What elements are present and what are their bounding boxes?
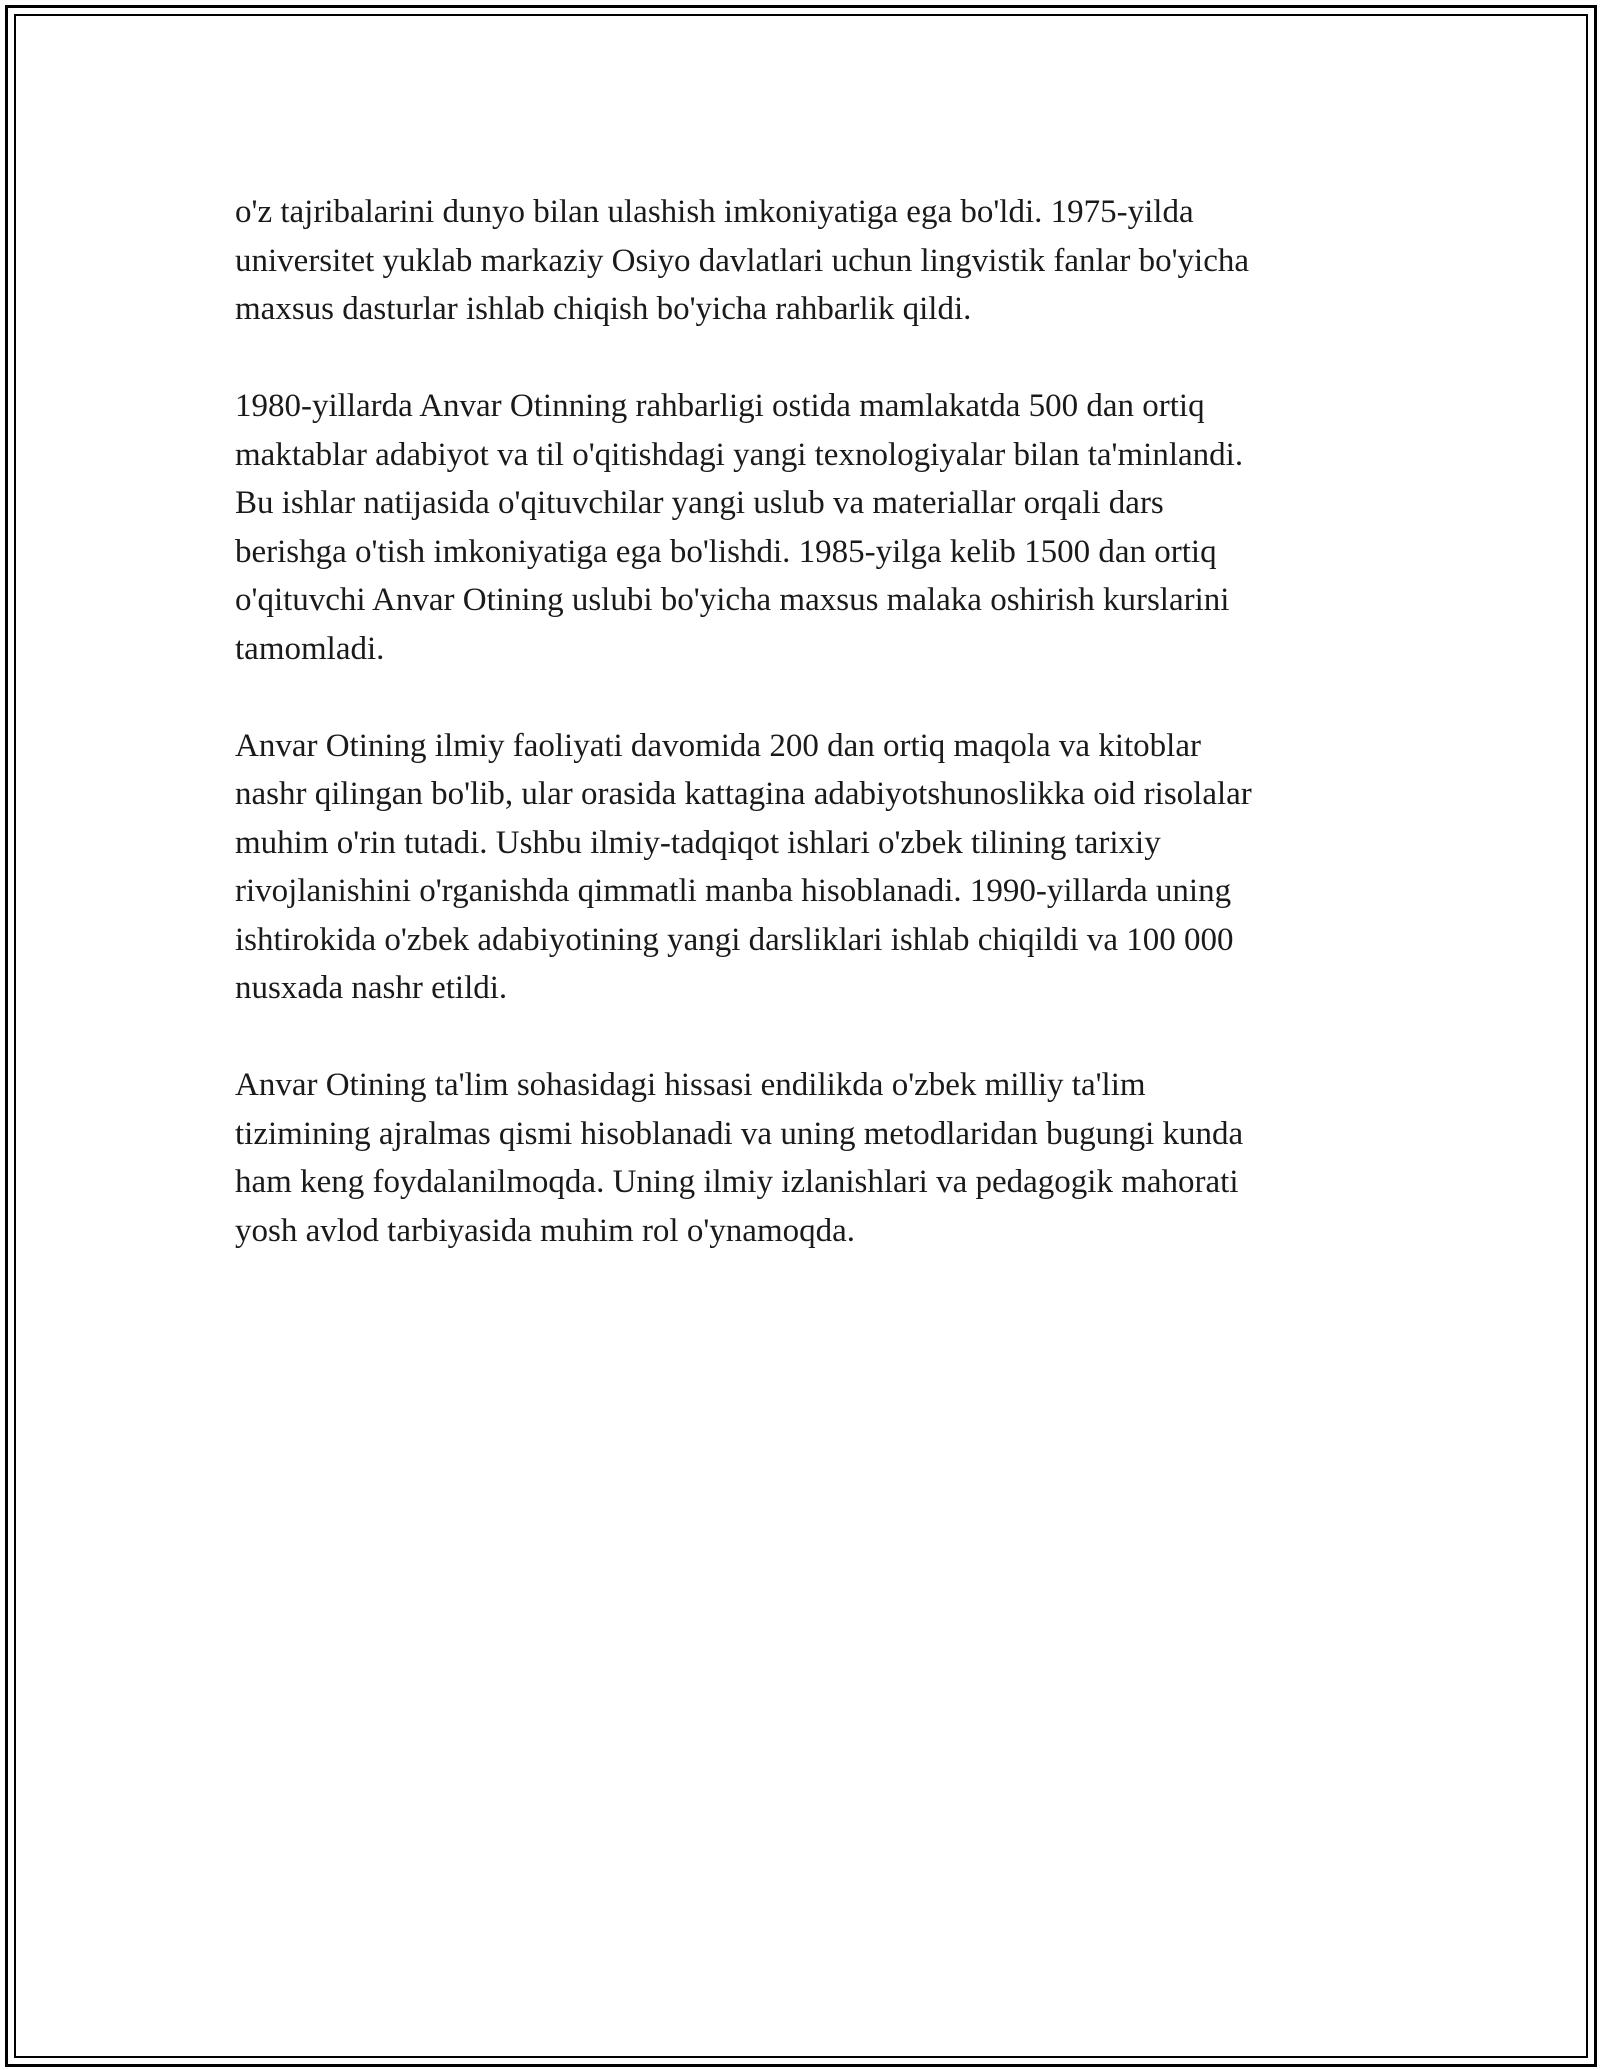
paragraph-2: 1980-yillarda Anvar Otinning rahbarligi ostida mamlakatda 500 dan ortiq maktablar adabiyot va til o'qitishdagi yangi texnologiyalar bilan ta'minlandi. Bu ishlar natijasida o'qituvchilar yangi uslub va materiallar orqali dars berishga o'tish imkoniyatiga ega bo'lishdi. 1985-yilga kelib 1500 dan ortiq o'qituvchi Anvar Otining uslubi bo'yicha maxsus malaka oshirish kurslarini tamomladi. [235,388,1244,667]
paragraph-4: Anvar Otining ta'lim sohasidagi hissasi endilikda o'zbek milliy ta'lim tizimining ajralmas qismi hisoblanadi va uning metodlaridan bugungi kunda ham keng foydalanilmoqda. Uning ilmiy izlanishlari va pedagogik mahorati yosh avlod tarbiyasida muhim rol o'ynamoqda. [235,1067,1244,1249]
paragraph-3: Anvar Otining ilmiy faoliyati davomida 200 dan ortiq maqola va kitoblar nashr qilingan bo'lib, ular orasida kattagina adabiyotshunoslikka oid risolalar muhim o'rin tutadi. Ushbu ilmiy-tadqiqot ishlari o'zbek tilining tarixiy rivojlanishini o'rganishda qimmatli manba hisoblanadi. 1990-yillarda uning ishtirokida o'zbek adabiyotining yangi darsliklari ishlab chiqildi va 100 000 nusxada nashr etildi. [235,727,1252,1006]
document-body [235,188,1375,1304]
paragraph-1: o'z tajribalarini dunyo bilan ulashish imkoniyatiga ega bo'ldi. 1975-yilda universitet yuklab markaziy Osiyo davlatlari uchun lingvistik fanlar bo'yicha maxsus dasturlar ishlab chiqish bo'yicha rahbarlik qildi. [235,194,1250,327]
